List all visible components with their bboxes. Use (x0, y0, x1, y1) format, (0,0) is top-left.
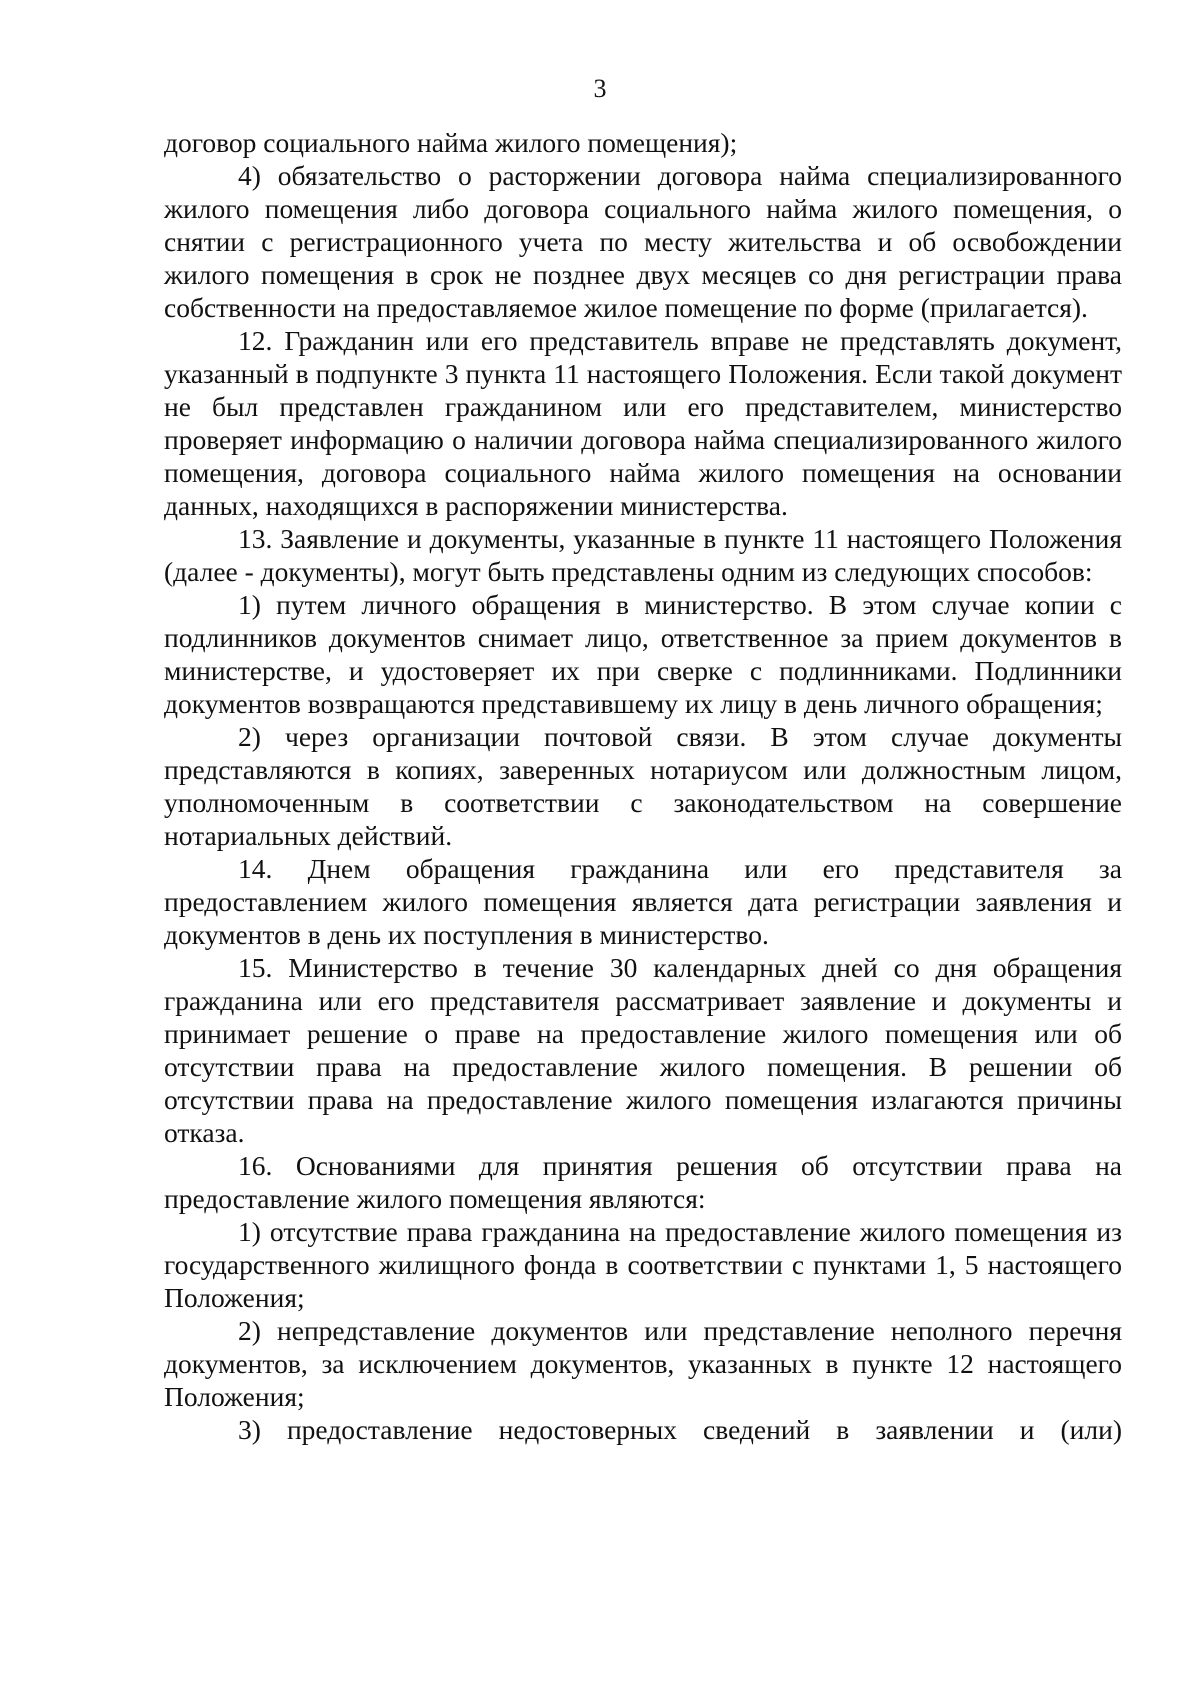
paragraph: 3) предоставление недостоверных сведений в заявлении и (или) (238, 1414, 1122, 1445)
paragraph: 2) непредставление документов или представление неполного перечня документов, за исключением документов, указанных в пункте 12 настоящего Положения; (164, 1315, 1122, 1412)
paragraph: 2) через организации почтовой связи. В этом случае документы представляются в копиях, заверенных нотариусом или должностным лицом, уполномоченным в соответствии с законодательством на совершение нотариальных действий. (164, 721, 1122, 851)
paragraph: договор социального найма жилого помещения); (164, 127, 738, 158)
paragraph: 1) путем личного обращения в министерство. В этом случае копии с подлинников документов снимает лицо, ответственное за прием документов в министерстве, и удостоверяет их при сверке с подлинниками. Подлинники документов возвращаются представившему их лицу в день личного обращения; (164, 589, 1122, 719)
paragraph: 1) отсутствие права гражданина на предоставление жилого помещения из государственного жилищного фонда в соответствии с пунктами 1, 5 настоящего Положения; (164, 1216, 1122, 1313)
page-number: 3 (593, 74, 607, 103)
paragraph: 14. Днем обращения гражданина или его представителя за предоставлением жилого помещения является дата регистрации заявления и документов в день их поступления в министерство. (164, 853, 1122, 950)
paragraph: 13. Заявление и документы, указанные в пункте 11 настоящего Положения (далее - документы), могут быть представлены одним из следующих способов: (164, 523, 1122, 587)
paragraph: 4) обязательство о расторжении договора найма специализированного жилого помещения либо договора социального найма жилого помещения, о снятии с регистрационного учета по месту жительства и об освобождении жилого помещения в срок не позднее двух месяцев со дня регистрации права собственности на предоставляемое жилое помещение по форме (прилагается). (164, 160, 1122, 323)
document-body (164, 126, 1122, 1446)
paragraph: 12. Гражданин или его представитель вправе не представлять документ, указанный в подпункте 3 пункта 11 настоящего Положения. Если такой документ не был представлен гражданином или его представителем, министерство проверяет информацию о наличии договора найма специализированного жилого помещения, договора социального найма жилого помещения на основании данных, находящихся в распоряжении министерства. (164, 325, 1122, 521)
paragraph: 15. Министерство в течение 30 календарных дней со дня обращения гражданина или его представителя рассматривает заявление и документы и принимает решение о праве на предоставление жилого помещения или об отсутствии права на предоставление жилого помещения. В решении об отсутствии права на предоставление жилого помещения излагаются причины отказа. (164, 952, 1122, 1148)
paragraph: 16. Основаниями для принятия решения об отсутствии права на предоставление жилого помещения являются: (164, 1150, 1122, 1214)
